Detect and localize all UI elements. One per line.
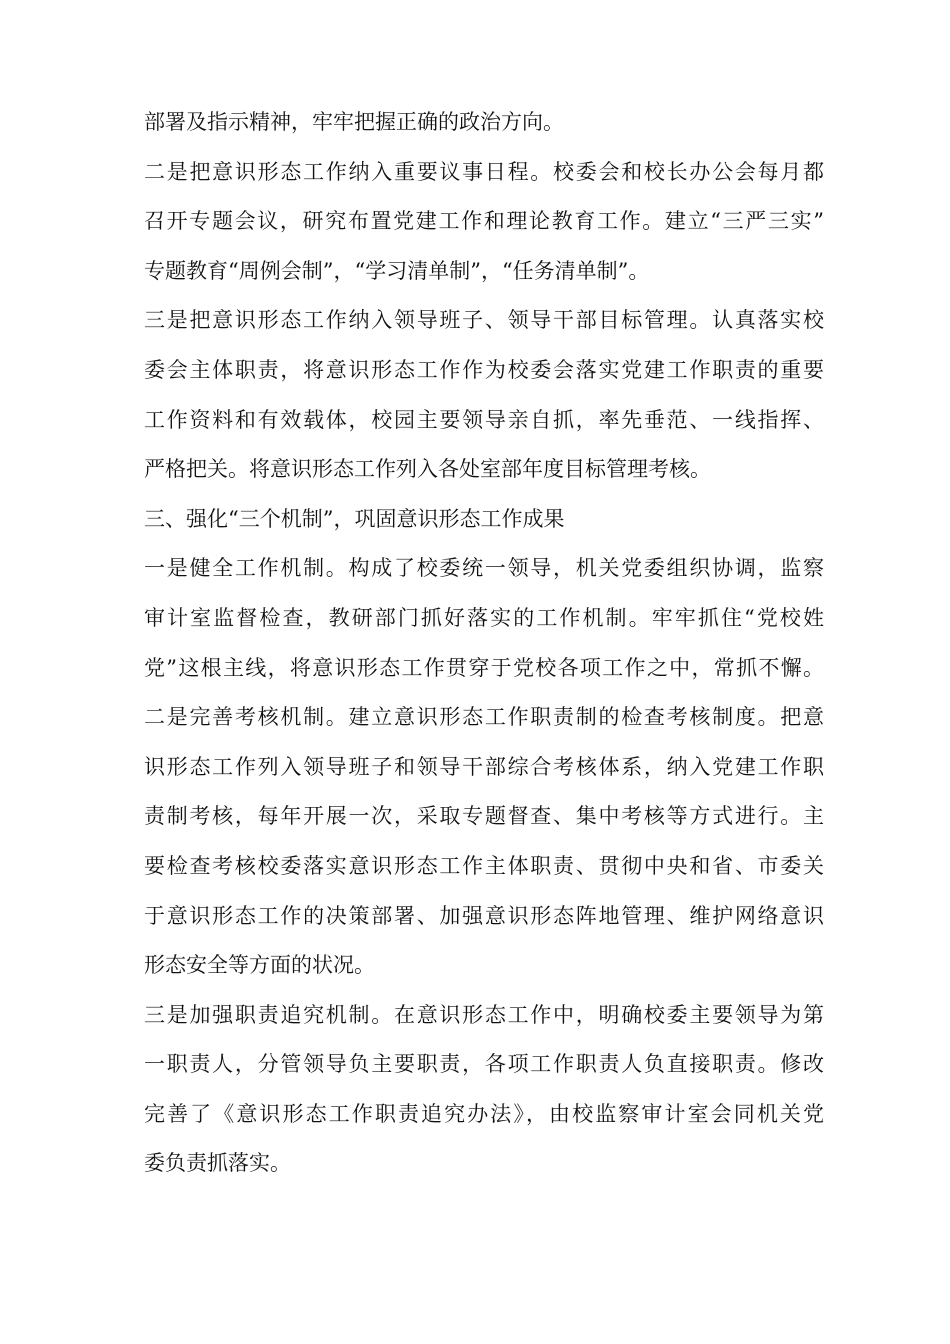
document-body: [144, 98, 824, 1189]
text-line: 委负责抓落实。: [144, 1151, 291, 1176]
text-line: 一是健全工作机制。构成了校委统一领导，机关党委组织协调，监察: [144, 556, 824, 581]
text-line: 二是完善考核机制。建立意识形态工作职责制的检查考核制度。把意: [144, 705, 824, 730]
text-line: 责制考核，每年开展一次，采取专题督查、集中考核等方式进行。主: [144, 804, 824, 829]
text-line: 三是加强职责追究机制。在意识形态工作中，明确校委主要领导为第: [144, 1002, 824, 1027]
text-line: 三是把意识形态工作纳入领导班子、领导干部目标管理。认真落实校: [144, 308, 824, 333]
text-line: 部署及指示精神，牢牢把握正确的政治方向。: [144, 110, 564, 134]
text-line: 形态安全等方面的状况。: [144, 953, 375, 978]
text-line: 完善了《意识形态工作职责追究办法》，由校监察审计室会同机关党: [144, 1101, 824, 1126]
text-line: 召开专题会议，研究布置党建工作和理论教育工作。建立“三严三实”: [144, 209, 824, 234]
text-line: 三、强化“三个机制”，巩固意识形态工作成果: [144, 506, 565, 531]
text-line: 识形态工作列入领导班子和领导干部综合考核体系，纳入党建工作职: [144, 754, 824, 779]
text-line: 党”这根主线，将意识形态工作贯穿于党校各项工作之中，常抓不懈。: [144, 655, 824, 680]
text-line: 一职责人，分管领导负主要职责，各项工作职责人负直接职责。修改: [144, 1052, 824, 1077]
text-line: 于意识形态工作的决策部署、加强意识形态阵地管理、维护网络意识: [144, 903, 824, 928]
text-line: 工作资料和有效载体，校园主要领导亲自抓，率先垂范、一线指挥、: [144, 407, 824, 432]
text-line: 专题教育“周例会制”，“学习清单制”，“任务清单制”。: [144, 258, 650, 283]
text-line: 严格把关。将意识形态工作列入各处室部年度目标管理考核。: [144, 457, 711, 482]
text-line: 委会主体职责，将意识形态工作作为校委会落实党建工作职责的重要: [144, 357, 824, 382]
text-line: 要检查考核校委落实意识形态工作主体职责、贯彻中央和省、市委关: [144, 853, 824, 878]
text-line: 二是把意识形态工作纳入重要议事日程。校委会和校长办公会每月都: [144, 159, 824, 184]
text-line: 审计室监督检查，教研部门抓好落实的工作机制。牢牢抓住“党校姓: [144, 605, 824, 630]
